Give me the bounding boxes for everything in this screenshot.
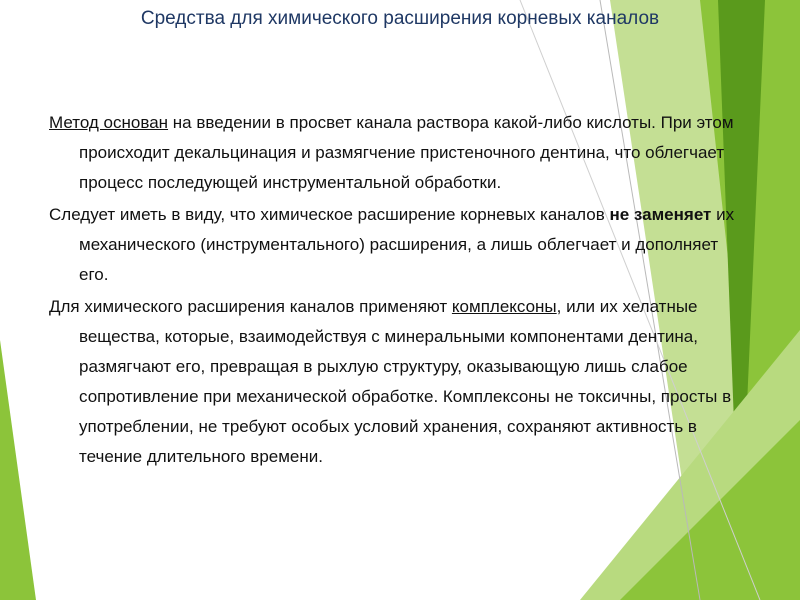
method-lead-underlined: Метод основан [49,113,169,132]
complexones-text-after: , или их хелатные вещества, которые, взаимодействуя с минеральными компонентами дентина, размягчают его, превращая в рыхлую структуру, оказывающую лишь слабое сопротивление при механической обработке. Комплексоны не токсичны, просты в употреблении, не требуют особых условий хранения, сохраняют активность в течение длительного времени. [79,297,732,466]
note-text-before: Следует иметь в виду, что химическое расширение корневых каналов [49,205,610,224]
slide-body [49,108,749,474]
paragraph-note [49,200,749,290]
complexones-underlined-term: комплексоны [451,297,557,316]
note-text-after: их механического (инструментального) расширения, а лишь облегчает и дополняет его. [79,205,735,284]
paragraph-method [49,108,749,198]
stripe-left-bottom [0,340,36,600]
paragraph-complexones [49,292,749,472]
slide-title: Средства для химического расширения корневых каналов [140,8,660,29]
note-bold-phrase: не заменяет [609,205,712,224]
complexones-text-before: Для химического расширения каналов применяют [49,297,452,316]
method-text: на введении в просвет канала раствора какой-либо кислоты. При этом происходит декальцинация и размягчение пристеночного дентина, что облегчает процесс последующей инструментальной обработки. [79,113,734,192]
